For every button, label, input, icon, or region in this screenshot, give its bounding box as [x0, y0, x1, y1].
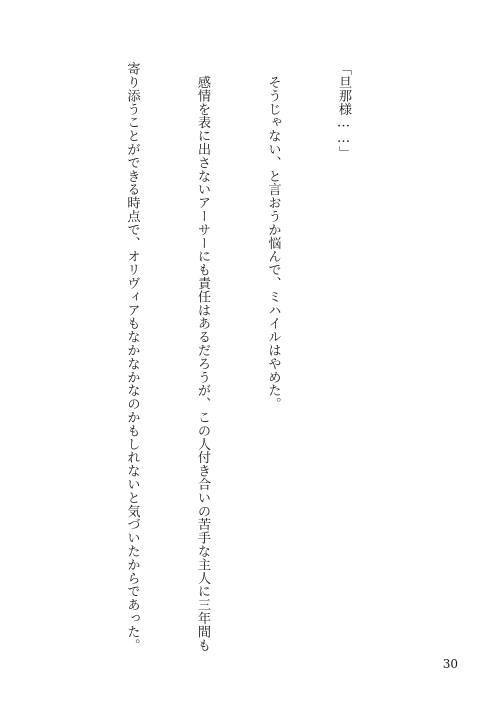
page-number: 30	[442, 657, 458, 671]
text-line: 感情を表に出さないアーサーにも責任はあるだろうが、この人付き合いの苦手な主人に三年間も	[195, 62, 210, 652]
text-line: そうじゃない、と言おうか悩んで、ミハイルはやめた。	[265, 62, 281, 411]
blank-line	[26, 62, 50, 622]
text-line: 「旦那様……」	[336, 62, 351, 160]
text-line: 寄り添うことができる時点で、オリヴィアもなかなかなのかもしれないと気づいたからであった。	[124, 62, 140, 652]
vertical-text-block	[0, 62, 402, 652]
